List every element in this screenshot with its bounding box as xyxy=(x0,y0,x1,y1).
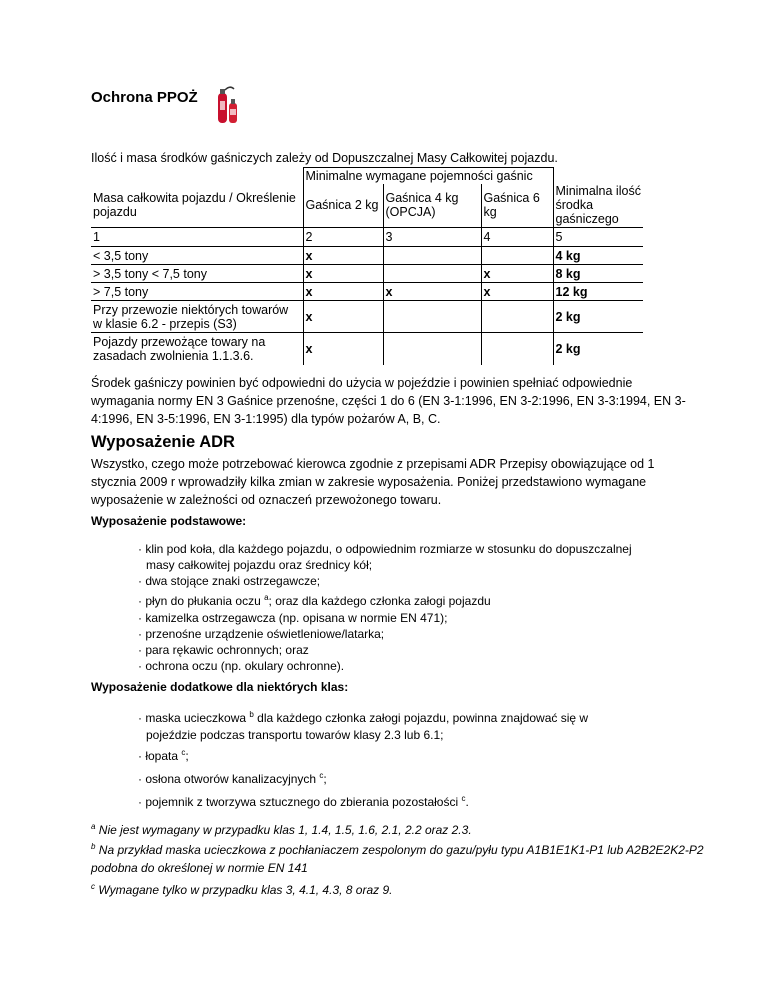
table-cell xyxy=(383,265,481,283)
table-cell xyxy=(481,301,553,333)
span-header: Minimalne wymagane pojemności gaśnic xyxy=(303,168,553,184)
header-cell: Gaśnica 6 kg xyxy=(481,184,553,228)
table-cell: 4 kg xyxy=(553,247,643,265)
table-cell: 12 kg xyxy=(553,283,643,301)
number-cell: 3 xyxy=(383,228,481,247)
footnote-a: $^a$ Nie jest wymagany w przypadku klas 1, 1.4, 1.5, 1.6, 2.1, 2.2 oraz 2.3. xyxy=(91,822,472,837)
table-cell: > 3,5 tony < 7,5 tony xyxy=(93,266,207,281)
table-cell xyxy=(481,333,553,365)
table-cell xyxy=(481,247,553,265)
table-cell xyxy=(383,333,481,365)
list-item: · ochrona oczu (np. okulary ochronne). xyxy=(138,659,345,673)
number-cell: 2 xyxy=(303,228,383,247)
table-cell: x xyxy=(481,283,553,301)
table-cell: x xyxy=(303,247,383,265)
table-cell: < 3,5 tony xyxy=(93,248,149,263)
table-row xyxy=(91,265,643,283)
intro-text: Ilość i masa środków gaśniczych zależy od Dopuszczalnej Masy Całkowitej pojazdu. xyxy=(91,151,558,165)
page-title: Ochrona PPOŻ xyxy=(91,89,198,106)
table-row xyxy=(91,301,643,333)
table-cell: 8 kg xyxy=(553,265,643,283)
header-cell: Gaśnica 4 kg (OPCJA) xyxy=(383,184,481,228)
table-row xyxy=(91,247,643,265)
list-item: · kamizelka ostrzegawcza (np. opisana w normie EN 471); xyxy=(138,611,448,625)
table-cell xyxy=(383,247,481,265)
number-cell: 4 xyxy=(481,228,553,247)
list-item: · para rękawic ochronnych; oraz xyxy=(138,643,309,657)
basic-heading: Wyposażenie podstawowe: xyxy=(91,514,247,528)
table-cell: x xyxy=(383,283,481,301)
footnote-b: $^b$ Na przykład maska ucieczkowa z pochłaniaczem zespolonym do gazu/pyłu typu A1B1E1K1-P1 lub A2B2E2K2-P2 podobna do określonej w normie EN 141 xyxy=(91,842,704,875)
list-item: · klin pod koła, dla każdego pojazdu, o odpowiednim rozmiarze w stosunku do dopuszczalnej masy całkowitej pojazdu oraz średnicy kół; xyxy=(138,542,632,572)
adr-paragraph: Wszystko, czego może potrzebować kierowca zgodnie z przepisami ADR Przepisy obowiązujące od 1 stycznia 2009 r wprowadziły kilka zmian w zakresie wyposażenia. Poniżej przedstawiono wymagane wyposażenie w zależności od oznaczeń przewożonego towaru. xyxy=(91,457,655,507)
header-cell: Masa całkowita pojazdu / Określenie pojazdu xyxy=(93,191,296,220)
number-cell: 5 xyxy=(553,228,643,247)
table-cell: 2 kg xyxy=(553,333,643,365)
number-cell: 1 xyxy=(93,230,100,244)
table-cell: 2 kg xyxy=(553,301,643,333)
table-row xyxy=(91,333,643,365)
extinguisher-table xyxy=(91,167,643,365)
adr-heading: Wyposażenie ADR xyxy=(91,433,235,451)
basic-list xyxy=(138,541,632,674)
table-cell: x xyxy=(303,301,383,333)
table-cell: > 7,5 tony xyxy=(93,284,149,299)
header-cell: Minimalna ilość środka gaśniczego xyxy=(553,184,643,228)
list-item: · maska ucieczkowa $^b$ dla każdego członka załogi pojazdu, powinna znajdować się w pojeździe podczas transportu towarów klasy 2.3 lub 6.1; xyxy=(138,710,589,742)
table-cell: x xyxy=(303,333,383,365)
extra-list xyxy=(138,706,588,812)
footnote-c: $^c$ Wymagane tylko w przypadku klas 3, 4.1, 4.3, 8 oraz 9. xyxy=(91,882,393,897)
table-cell: x xyxy=(481,265,553,283)
extra-heading: Wyposażenie dodatkowe dla niektórych klas: xyxy=(91,680,349,694)
table-row xyxy=(91,283,643,301)
list-item: · płyn do płukania oczu $^a$; oraz dla każdego członka załogi pojazdu xyxy=(138,593,491,608)
table-cell xyxy=(383,301,481,333)
list-item: · osłona otworów kanalizacyjnych $^c$; xyxy=(138,771,327,786)
list-item: · przenośne urządzenie oświetleniowe/latarka; xyxy=(138,627,385,641)
table-cell: x xyxy=(303,265,383,283)
list-item: · pojemnik z tworzywa sztucznego do zbierania pozostałości $^c$. xyxy=(138,794,469,809)
table-cell: x xyxy=(303,283,383,301)
table-cell: Pojazdy przewożące towary na zasadach zwolnienia 1.1.3.6. xyxy=(93,334,266,363)
header-cell: Gaśnica 2 kg xyxy=(303,184,383,228)
list-item: · łopata $^c$; xyxy=(138,748,189,763)
extinguisher-paragraph: Środek gaśniczy powinien być odpowiedni do użycia w pojeździe i powinien spełniać odpowiednie wymagania normy EN 3 Gaśnice przenośne, części 1 do 6 (EN 3-1:1996, EN 3-2:1996, EN 3-3:1994, EN 3-4:1996, EN 3-5:1996, EN 3-1:1995) dla typów pożarów A, B, C. xyxy=(91,376,686,426)
table-cell: Przy przewozie niektórych towarów w klasie 6.2 - przepis (S3) xyxy=(93,302,289,331)
list-item: · dwa stojące znaki ostrzegawcze; xyxy=(138,574,321,588)
fire-extinguisher-icon xyxy=(214,83,240,125)
